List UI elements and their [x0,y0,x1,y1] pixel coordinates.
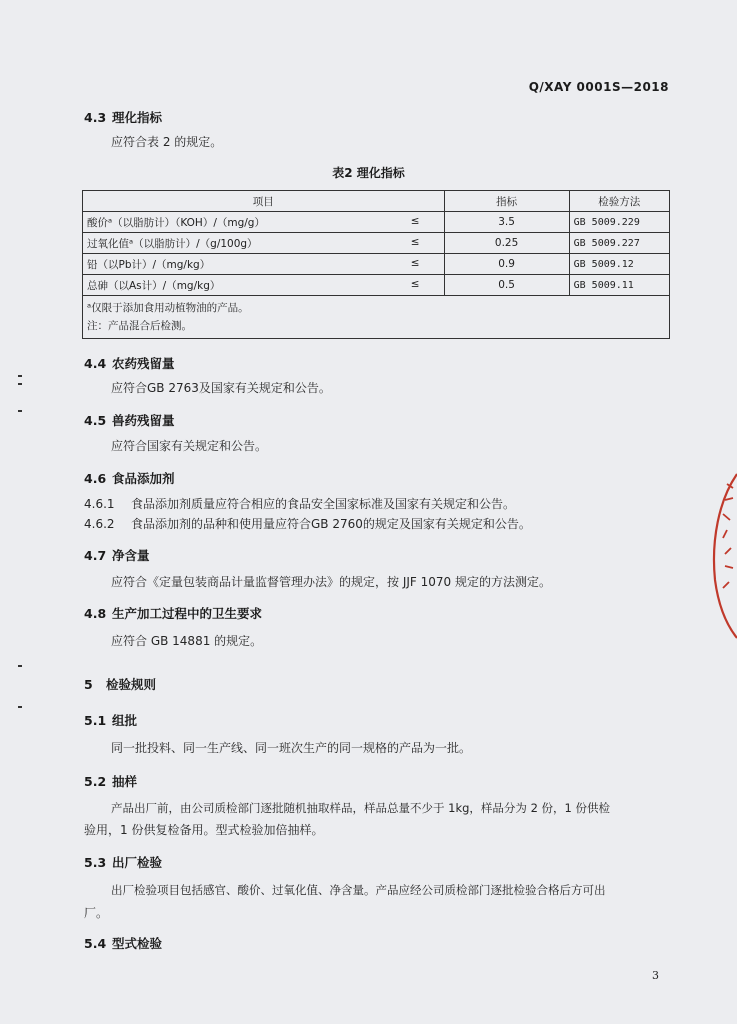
table-row [83,254,670,275]
section-number: 5.3 [84,855,107,870]
section-5-3-body-line-2: 厂。 [84,906,109,920]
table-cell-method: GB 5009.12 [569,254,669,275]
section-5-1-body: 同一批投料、同一生产线、同一班次生产的同一规格的产品为一批。 [111,741,472,755]
table-cell-item [83,233,445,254]
limit-sign: ≤ [410,214,420,227]
partial-red-seal [707,470,737,640]
margin-mark [18,410,22,412]
section-number: 4.6 [84,471,107,486]
section-title: 理化指标 [112,110,163,125]
item-label: 过氧化值ᵃ（以脂肪计）/（g/100g） [87,237,258,250]
table-cell-value: 0.5 [444,275,569,296]
table-cell-item [83,275,445,296]
limit-sign: ≤ [410,235,420,248]
section-number: 5.1 [84,713,107,728]
section-4-4-heading [84,354,175,372]
section-number: 4.8 [84,606,107,621]
margin-mark [18,375,22,377]
table-cell-method: GB 5009.229 [569,212,669,233]
physicochemical-table [82,190,670,339]
table-cell-method: GB 5009.227 [569,233,669,254]
section-5-2-heading [84,772,137,790]
clause-number: 4.6.1 [84,497,115,511]
table-row [83,275,670,296]
margin-mark [18,665,22,667]
table-cell-item [83,212,445,233]
limit-sign: ≤ [410,277,420,290]
table-notes [83,296,670,339]
margin-mark [18,706,22,708]
item-label: 总砷（以As计）/（mg/kg） [87,279,221,292]
table-row [83,212,670,233]
section-5-2-body-line-2: 验用，1 份供复检备用。型式检验加倍抽样。 [84,823,324,837]
section-4-8-body: 应符合 GB 14881 的规定。 [111,634,263,648]
section-5-3-body-line-1: 出厂检验项目包括感官、酸价、过氧化值、净含量。产品应经公司质检部门逐批检验合格后方可出 [111,883,606,897]
standard-code: Q/XAY 0001S—2018 [528,80,669,94]
table-cell-method: GB 5009.11 [569,275,669,296]
section-title: 净含量 [112,548,150,563]
table-cell-item [83,254,445,275]
table-header-row [83,191,670,212]
table-note: 注：产品混合后检测。 [87,320,192,332]
section-4-7-body: 应符合《定量包装商品计量监督管理办法》的规定，按 JJF 1070 规定的方法测定。 [111,575,551,589]
section-title: 型式检验 [112,936,163,951]
item-label: 铅（以Pb计）/（mg/kg） [87,258,211,271]
section-number: 5.4 [84,936,107,951]
section-5-3-heading [84,853,162,871]
table-cell-value: 0.25 [444,233,569,254]
section-4-6-heading [84,469,175,487]
section-4-4-body: 应符合GB 2763及国家有关规定和公告。 [111,381,331,395]
section-5-2-body-line-1: 产品出厂前，由公司质检部门逐批随机抽取样品，样品总量不少于 1kg，样品分为 2 份，1 份供检 [111,801,611,815]
section-4-5-body: 应符合国家有关规定和公告。 [111,439,268,453]
section-5-1-heading [84,711,137,729]
section-number: 4.7 [84,548,107,563]
table-footnote: ᵃ仅限于添加食用动植物油的产品。 [87,302,249,314]
section-number: 4.3 [84,110,107,125]
clause-text: 食品添加剂的品种和使用量应符合GB 2760的规定及国家有关规定和公告。 [131,517,531,531]
section-number: 5 [84,677,93,692]
section-4-7-heading [84,546,150,564]
section-title: 检验规则 [106,677,157,692]
clause-text: 食品添加剂质量应符合相应的食品安全国家标准及国家有关规定和公告。 [131,497,516,511]
table-row [83,233,670,254]
section-4-8-heading [84,604,262,622]
section-title: 兽药残留量 [112,413,175,428]
clause-4-6-2 [84,512,531,536]
section-title: 出厂检验 [112,855,163,870]
section-5-heading [84,675,156,693]
item-label: 酸价ᵃ（以脂肪计）（KOH）/（mg/g） [87,216,265,229]
section-number: 5.2 [84,774,107,789]
table-header-cell: 检验方法 [569,191,669,212]
table-cell-value: 0.9 [444,254,569,275]
section-title: 食品添加剂 [112,471,175,486]
section-4-5-heading [84,411,175,429]
section-number: 4.5 [84,413,107,428]
section-title: 抽样 [112,774,138,789]
section-4-3-heading [84,108,162,126]
section-title: 组批 [112,713,138,728]
section-4-3-body: 应符合表 2 的规定。 [111,135,223,149]
section-number: 4.4 [84,356,107,371]
section-title: 农药残留量 [112,356,175,371]
section-5-4-heading [84,934,162,952]
section-title: 生产加工过程中的卫生要求 [112,606,263,621]
limit-sign: ≤ [410,256,420,269]
table-notes-row [83,296,670,339]
table-header-cell: 指标 [444,191,569,212]
table-header-cell: 项目 [83,191,445,212]
page-number: 3 [652,969,659,982]
clause-number: 4.6.2 [84,517,115,531]
table-title: 表2 理化指标 [332,166,405,180]
margin-mark [18,383,22,385]
table-cell-value: 3.5 [444,212,569,233]
